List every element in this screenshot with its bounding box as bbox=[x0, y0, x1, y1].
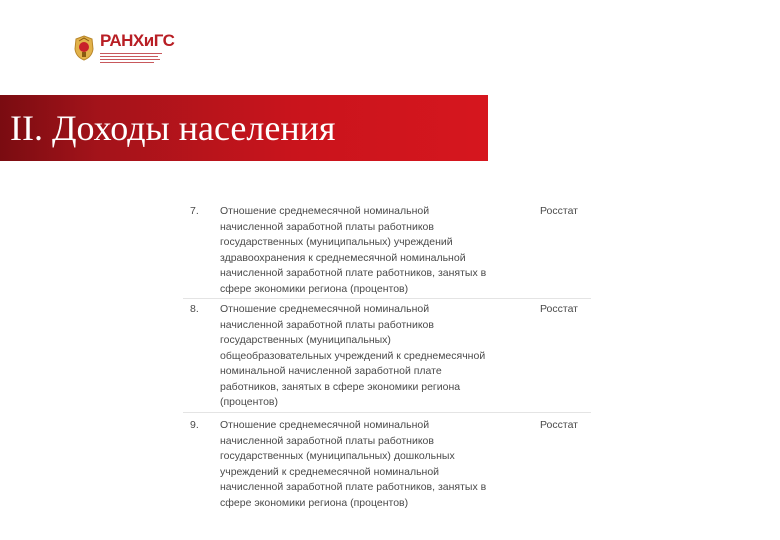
row-number: 9. bbox=[190, 419, 199, 431]
description-line: Отношение среднемесячной номинальной bbox=[220, 419, 430, 431]
description-line: сфере экономики региона (процентов) bbox=[220, 282, 409, 295]
description-line: номинальной начисленной заработной плате bbox=[220, 365, 442, 377]
row-description bbox=[220, 418, 492, 511]
description-line: учреждений к среднемесячной номинальной bbox=[220, 465, 440, 478]
row-number: 8. bbox=[190, 303, 199, 315]
description-line: государственных (муниципальных) дошкольных bbox=[220, 450, 455, 462]
row-description bbox=[220, 302, 492, 411]
row-source: Росстат bbox=[540, 419, 578, 431]
description-line: Отношение среднемесячной номинальной bbox=[220, 303, 430, 315]
description-line: работников, занятых в сфере экономики региона bbox=[220, 380, 461, 393]
slide-title: II. Доходы населения bbox=[10, 108, 336, 148]
row-divider bbox=[183, 412, 591, 413]
description-line: государственных (муниципальных) учреждений bbox=[220, 236, 453, 248]
row-source: Росстат bbox=[540, 303, 578, 315]
row-source: Росстат bbox=[540, 205, 578, 217]
logo-name: РАНХиГС bbox=[100, 31, 175, 50]
row-description bbox=[220, 204, 492, 297]
row-number: 7. bbox=[190, 205, 199, 217]
description-line: Отношение среднемесячной номинальной bbox=[220, 205, 430, 217]
description-line: начисленной заработной платы работников bbox=[220, 434, 434, 447]
description-line: государственных (муниципальных) bbox=[220, 334, 391, 346]
description-line: начисленной заработной плате работников, занятых в bbox=[220, 481, 487, 493]
row-divider bbox=[183, 298, 591, 299]
description-line: начисленной заработной плате работников, занятых в bbox=[220, 267, 487, 279]
description-line: здравоохранения к среднемесячной номинальной bbox=[220, 251, 466, 264]
description-line: начисленной заработной платы работников bbox=[220, 318, 434, 331]
description-line: (процентов) bbox=[220, 396, 279, 408]
description-line: начисленной заработной платы работников bbox=[220, 220, 434, 233]
description-line: сфере экономики региона (процентов) bbox=[220, 496, 409, 509]
description-line: общеобразовательных учреждений к среднемесячной bbox=[220, 349, 486, 362]
